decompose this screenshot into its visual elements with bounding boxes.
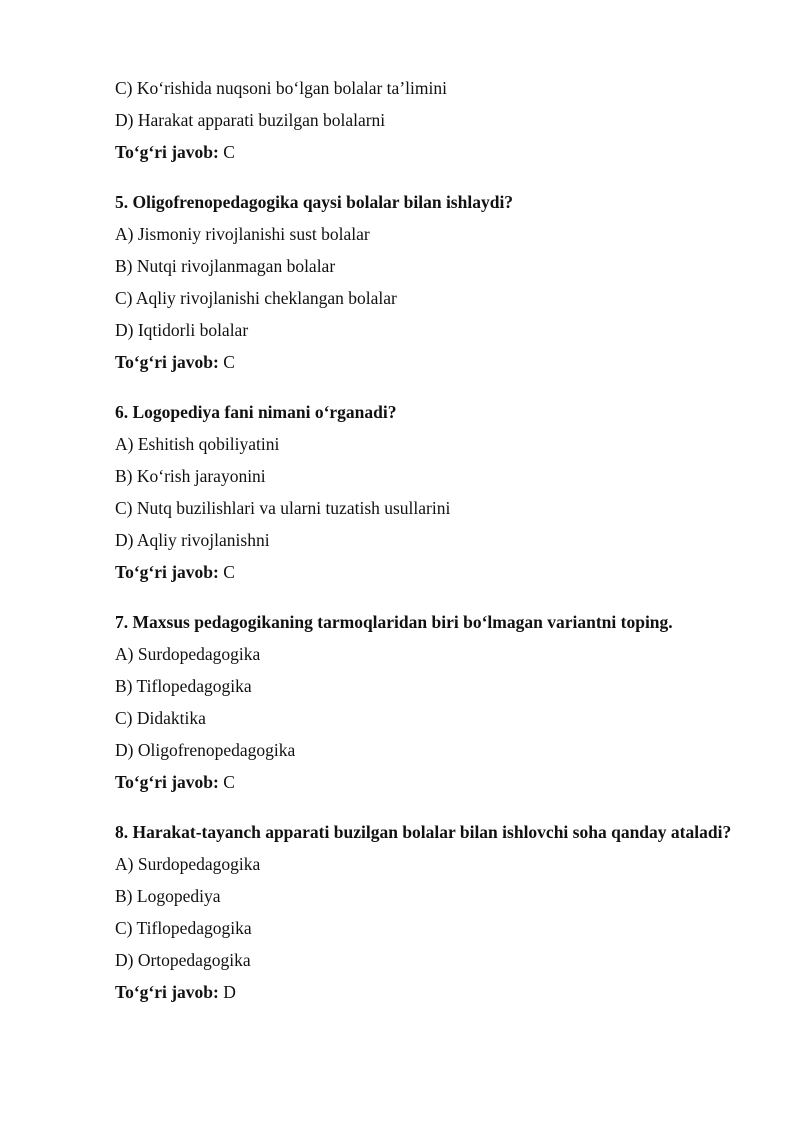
option-a: A) Surdopedagogika (115, 644, 261, 664)
correct-answer (115, 766, 755, 798)
option-b: B) Logopediya (115, 886, 221, 906)
option-c: C) Didaktika (115, 708, 206, 728)
correct-answer-value: C (223, 142, 235, 162)
correct-answer-label: To‘g‘ri javob: (115, 142, 219, 162)
option-a: A) Jismoniy rivojlanishi sust bolalar (115, 224, 370, 244)
correct-answer-value: C (223, 772, 235, 792)
correct-answer-label: To‘g‘ri javob: (115, 772, 219, 792)
option-b: B) Ko‘rish jarayonini (115, 466, 266, 486)
correct-answer (115, 976, 755, 1008)
option-a: A) Eshitish qobiliyatini (115, 434, 280, 454)
question-text: 6. Logopediya fani nimani o‘rganadi? (115, 402, 397, 422)
option-d: D) Oligofrenopedagogika (115, 740, 296, 760)
option-d: D) Harakat apparati buzilgan bolalarni (115, 110, 386, 130)
correct-answer-value: C (223, 352, 235, 372)
carryover-question-block (115, 72, 755, 168)
correct-answer-value: C (223, 562, 235, 582)
option-c: C) Nutq buzilishlari va ularni tuzatish usullarini (115, 498, 451, 518)
option-c: C) Aqliy rivojlanishi cheklangan bolalar (115, 288, 397, 308)
option-d: D) Iqtidorli bolalar (115, 320, 249, 340)
option-a: A) Surdopedagogika (115, 854, 261, 874)
question-block-5 (115, 186, 755, 378)
correct-answer-label: To‘g‘ri javob: (115, 982, 219, 1002)
question-block-8 (115, 816, 755, 1008)
question-text: 8. Harakat-tayanch apparati buzilgan bolalar bilan ishlovchi soha qanday ataladi? (115, 822, 732, 842)
correct-answer-label: To‘g‘ri javob: (115, 352, 219, 372)
correct-answer (115, 556, 755, 588)
correct-answer-value: D (223, 982, 236, 1002)
question-block-7 (115, 606, 755, 798)
option-b: B) Tiflopedagogika (115, 676, 252, 696)
option-d: D) Ortopedagogika (115, 950, 251, 970)
document-page (115, 72, 755, 1026)
option-d: D) Aqliy rivojlanishni (115, 530, 270, 550)
correct-answer-label: To‘g‘ri javob: (115, 562, 219, 582)
option-c: C) Ko‘rishida nuqsoni bo‘lgan bolalar ta’limini (115, 78, 447, 98)
question-text: 7. Maxsus pedagogikaning tarmoqlaridan biri bo‘lmagan variantni toping. (115, 612, 673, 632)
question-text: 5. Oligofrenopedagogika qaysi bolalar bilan ishlaydi? (115, 192, 514, 212)
option-b: B) Nutqi rivojlanmagan bolalar (115, 256, 336, 276)
correct-answer (115, 136, 755, 168)
question-block-6 (115, 396, 755, 588)
option-c: C) Tiflopedagogika (115, 918, 252, 938)
correct-answer (115, 346, 755, 378)
